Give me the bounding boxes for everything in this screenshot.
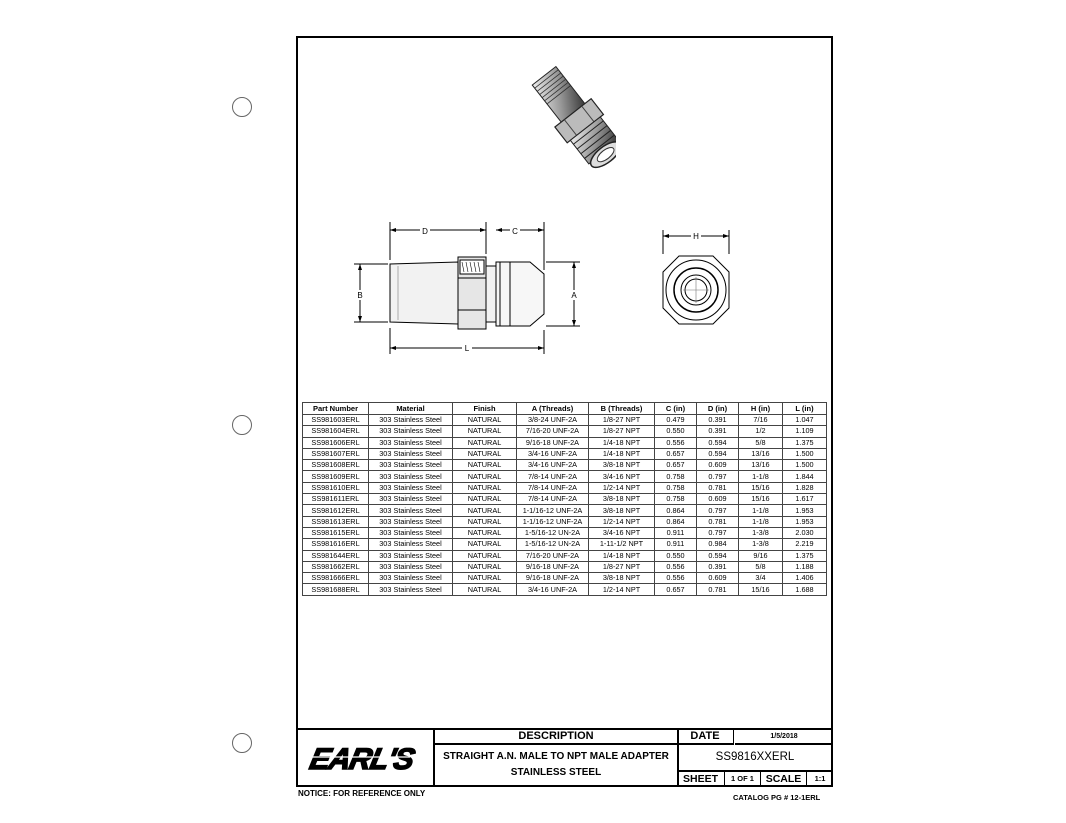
description-line-1: STRAIGHT A.N. MALE TO NPT MALE ADAPTER: [443, 751, 669, 762]
table-row: [303, 584, 827, 595]
cell-material: 303 Stainless Steel: [369, 550, 453, 561]
dim-label-l: L: [464, 344, 470, 353]
cell-l: 1.109: [783, 426, 827, 437]
cell-l: 2.030: [783, 527, 827, 538]
cell-c: 0.556: [655, 437, 697, 448]
cell-b-threads: 1/4-18 NPT: [589, 448, 655, 459]
cell-c: 0.864: [655, 516, 697, 527]
cell-finish: NATURAL: [453, 437, 517, 448]
cell-d: 0.609: [697, 573, 739, 584]
cell-a-threads: 3/4-16 UNF-2A: [517, 448, 589, 459]
cell-c: 0.550: [655, 550, 697, 561]
cell-c: 0.657: [655, 584, 697, 595]
cell-c: 0.657: [655, 448, 697, 459]
cell-l: 2.219: [783, 539, 827, 550]
cell-part-number: SS981612ERL: [303, 505, 369, 516]
cell-finish: NATURAL: [453, 539, 517, 550]
cell-material: 303 Stainless Steel: [369, 561, 453, 572]
cell-material: 303 Stainless Steel: [369, 426, 453, 437]
cell-part-number: SS981688ERL: [303, 584, 369, 595]
cell-a-threads: 1-1/16-12 UNF-2A: [517, 516, 589, 527]
fitting-isometric-illustration: [486, 62, 616, 187]
cell-h: 1-1/8: [739, 516, 783, 527]
dim-label-h: H: [693, 232, 699, 241]
dim-label-b: B: [357, 291, 363, 300]
cell-finish: NATURAL: [453, 584, 517, 595]
cell-b-threads: 1/2-14 NPT: [589, 584, 655, 595]
cell-l: 1.188: [783, 561, 827, 572]
cell-part-number: SS981613ERL: [303, 516, 369, 527]
cell-b-threads: 3/8-18 NPT: [589, 573, 655, 584]
cell-a-threads: 7/8-14 UNF-2A: [517, 494, 589, 505]
date-value: 1/5/2018: [735, 730, 833, 745]
cell-finish: NATURAL: [453, 573, 517, 584]
cell-finish: NATURAL: [453, 415, 517, 426]
parts-specification-table: [302, 402, 827, 596]
cell-part-number: SS981662ERL: [303, 561, 369, 572]
description-box: [433, 745, 679, 787]
cell-h: 1-1/8: [739, 471, 783, 482]
cell-material: 303 Stainless Steel: [369, 505, 453, 516]
cell-finish: NATURAL: [453, 482, 517, 493]
cell-h: 5/8: [739, 437, 783, 448]
table-row: [303, 471, 827, 482]
sheet-value: 1 OF 1: [725, 771, 761, 787]
table-row: [303, 561, 827, 572]
table-row: [303, 448, 827, 459]
table-row: [303, 460, 827, 471]
cell-finish: NATURAL: [453, 426, 517, 437]
cell-material: 303 Stainless Steel: [369, 437, 453, 448]
cell-l: 1.617: [783, 494, 827, 505]
earls-logo: [302, 735, 420, 779]
cell-h: 15/16: [739, 494, 783, 505]
cell-finish: NATURAL: [453, 448, 517, 459]
cell-h: 1/2: [739, 426, 783, 437]
table-row: [303, 527, 827, 538]
cell-h: 13/16: [739, 448, 783, 459]
cell-l: 1.375: [783, 437, 827, 448]
cell-part-number: SS981616ERL: [303, 539, 369, 550]
cell-part-number: SS981611ERL: [303, 494, 369, 505]
scale-value: 1:1: [814, 774, 826, 783]
cell-part-number: SS981608ERL: [303, 460, 369, 471]
table-row: [303, 426, 827, 437]
cell-part-number: SS981610ERL: [303, 482, 369, 493]
cell-h: 13/16: [739, 460, 783, 471]
cell-material: 303 Stainless Steel: [369, 460, 453, 471]
cell-material: 303 Stainless Steel: [369, 415, 453, 426]
cell-c: 0.758: [655, 494, 697, 505]
cell-d: 0.797: [697, 471, 739, 482]
cell-part-number: SS981603ERL: [303, 415, 369, 426]
cell-c: 0.479: [655, 415, 697, 426]
cell-a-threads: 3/8-24 UNF-2A: [517, 415, 589, 426]
table-row: [303, 573, 827, 584]
cell-b-threads: 3/8-18 NPT: [589, 505, 655, 516]
table-row: [303, 505, 827, 516]
description-label: DESCRIPTION: [433, 730, 679, 745]
cell-d: 0.391: [697, 426, 739, 437]
cell-material: 303 Stainless Steel: [369, 584, 453, 595]
cell-a-threads: 1-1/16-12 UNF-2A: [517, 505, 589, 516]
table-row: [303, 516, 827, 527]
cell-l: 1.688: [783, 584, 827, 595]
header-b-threads: B (Threads): [589, 403, 655, 415]
table-row: [303, 437, 827, 448]
cell-a-threads: 9/16-18 UNF-2A: [517, 437, 589, 448]
cell-b-threads: 1/4-18 NPT: [589, 550, 655, 561]
header-part-number: Part Number: [303, 403, 369, 415]
cell-l: 1.047: [783, 415, 827, 426]
header-a-threads: A (Threads): [517, 403, 589, 415]
cell-finish: NATURAL: [453, 494, 517, 505]
cell-finish: NATURAL: [453, 460, 517, 471]
scale-label: SCALE: [761, 771, 807, 787]
cell-c: 0.911: [655, 539, 697, 550]
cell-c: 0.758: [655, 471, 697, 482]
cell-part-number: SS981666ERL: [303, 573, 369, 584]
cell-c: 0.911: [655, 527, 697, 538]
date-label: DATE: [677, 730, 734, 745]
cell-a-threads: 7/8-14 UNF-2A: [517, 471, 589, 482]
cell-material: 303 Stainless Steel: [369, 573, 453, 584]
cell-finish: NATURAL: [453, 505, 517, 516]
cell-b-threads: 1/2-14 NPT: [589, 482, 655, 493]
cell-d: 0.781: [697, 482, 739, 493]
cell-material: 303 Stainless Steel: [369, 448, 453, 459]
cell-part-number: SS981615ERL: [303, 527, 369, 538]
cell-h: 15/16: [739, 584, 783, 595]
cell-finish: NATURAL: [453, 516, 517, 527]
cell-l: 1.828: [783, 482, 827, 493]
cell-l: 1.844: [783, 471, 827, 482]
cell-part-number: SS981606ERL: [303, 437, 369, 448]
table-row: [303, 539, 827, 550]
sheet-scale-row: [677, 771, 833, 787]
cell-h: 7/16: [739, 415, 783, 426]
cell-a-threads: 3/4-16 UNF-2A: [517, 460, 589, 471]
cell-a-threads: 9/16-18 UNF-2A: [517, 573, 589, 584]
cell-part-number: SS981609ERL: [303, 471, 369, 482]
header-d: D (in): [697, 403, 739, 415]
drawing-part-number: SS9816XXERL: [677, 745, 833, 772]
cell-d: 0.797: [697, 527, 739, 538]
dim-label-d: D: [422, 227, 428, 236]
table-header-row: [303, 403, 827, 415]
cell-h: 3/4: [739, 573, 783, 584]
cell-a-threads: 7/16-20 UNF-2A: [517, 550, 589, 561]
header-material: Material: [369, 403, 453, 415]
cell-b-threads: 1/4-18 NPT: [589, 437, 655, 448]
cell-c: 0.864: [655, 505, 697, 516]
cell-a-threads: 1-5/16-12 UN-2A: [517, 527, 589, 538]
cell-d: 0.594: [697, 448, 739, 459]
cell-part-number: SS981607ERL: [303, 448, 369, 459]
cell-d: 0.594: [697, 437, 739, 448]
cell-b-threads: 3/4-16 NPT: [589, 527, 655, 538]
cell-l: 1.500: [783, 448, 827, 459]
reference-notice: NOTICE: FOR REFERENCE ONLY: [298, 789, 426, 798]
binder-hole-top: [232, 97, 252, 117]
fitting-side-view-drawing: [350, 222, 590, 367]
cell-material: 303 Stainless Steel: [369, 527, 453, 538]
cell-finish: NATURAL: [453, 471, 517, 482]
cell-h: 1-1/8: [739, 505, 783, 516]
cell-b-threads: 1/8-27 NPT: [589, 426, 655, 437]
header-finish: Finish: [453, 403, 517, 415]
cell-material: 303 Stainless Steel: [369, 516, 453, 527]
cell-b-threads: 1/8-27 NPT: [589, 561, 655, 572]
cell-c: 0.657: [655, 460, 697, 471]
table-row: [303, 482, 827, 493]
table-body: [303, 415, 827, 596]
cell-a-threads: 7/8-14 UNF-2A: [517, 482, 589, 493]
cell-material: 303 Stainless Steel: [369, 471, 453, 482]
cell-a-threads: 3/4-16 UNF-2A: [517, 584, 589, 595]
dim-label-a: A: [571, 291, 577, 300]
cell-b-threads: 3/4-16 NPT: [589, 471, 655, 482]
cell-h: 9/16: [739, 550, 783, 561]
cell-l: 1.375: [783, 550, 827, 561]
cell-part-number: SS981604ERL: [303, 426, 369, 437]
cell-d: 0.984: [697, 539, 739, 550]
cell-material: 303 Stainless Steel: [369, 539, 453, 550]
header-l: L (in): [783, 403, 827, 415]
sheet-label: SHEET: [677, 771, 725, 787]
cell-c: 0.556: [655, 561, 697, 572]
cell-d: 0.594: [697, 550, 739, 561]
cell-h: 5/8: [739, 561, 783, 572]
cell-material: 303 Stainless Steel: [369, 494, 453, 505]
cell-l: 1.500: [783, 460, 827, 471]
cell-c: 0.758: [655, 482, 697, 493]
cell-d: 0.609: [697, 460, 739, 471]
cell-c: 0.550: [655, 426, 697, 437]
binder-hole-bottom: [232, 733, 252, 753]
cell-d: 0.781: [697, 516, 739, 527]
cell-finish: NATURAL: [453, 527, 517, 538]
cell-l: 1.953: [783, 516, 827, 527]
cell-l: 1.406: [783, 573, 827, 584]
cell-c: 0.556: [655, 573, 697, 584]
cell-a-threads: 1-5/16-12 UN-2A: [517, 539, 589, 550]
header-c: C (in): [655, 403, 697, 415]
description-line-2: STAINLESS STEEL: [510, 767, 602, 778]
catalog-page: CATALOG PG # 12-1ERL: [733, 793, 821, 802]
cell-d: 0.391: [697, 561, 739, 572]
cell-h: 1-3/8: [739, 539, 783, 550]
cell-b-threads: 1-11-1/2 NPT: [589, 539, 655, 550]
cell-d: 0.781: [697, 584, 739, 595]
table-row: [303, 550, 827, 561]
cell-b-threads: 1/8-27 NPT: [589, 415, 655, 426]
cell-b-threads: 3/8-18 NPT: [589, 460, 655, 471]
cell-h: 15/16: [739, 482, 783, 493]
svg-text:EARL'S: EARL'S: [306, 743, 417, 776]
fitting-end-view-drawing: [655, 228, 740, 328]
cell-a-threads: 7/16-20 UNF-2A: [517, 426, 589, 437]
header-h: H (in): [739, 403, 783, 415]
cell-h: 1-3/8: [739, 527, 783, 538]
cell-d: 0.797: [697, 505, 739, 516]
cell-d: 0.391: [697, 415, 739, 426]
cell-part-number: SS981644ERL: [303, 550, 369, 561]
cell-l: 1.953: [783, 505, 827, 516]
cell-material: 303 Stainless Steel: [369, 482, 453, 493]
cell-finish: NATURAL: [453, 550, 517, 561]
dim-label-c: C: [512, 227, 518, 236]
cell-finish: NATURAL: [453, 561, 517, 572]
cell-a-threads: 9/16-18 UNF-2A: [517, 561, 589, 572]
binder-hole-middle: [232, 415, 252, 435]
cell-b-threads: 3/8-18 NPT: [589, 494, 655, 505]
cell-b-threads: 1/2-14 NPT: [589, 516, 655, 527]
table-row: [303, 415, 827, 426]
table-row: [303, 494, 827, 505]
cell-d: 0.609: [697, 494, 739, 505]
